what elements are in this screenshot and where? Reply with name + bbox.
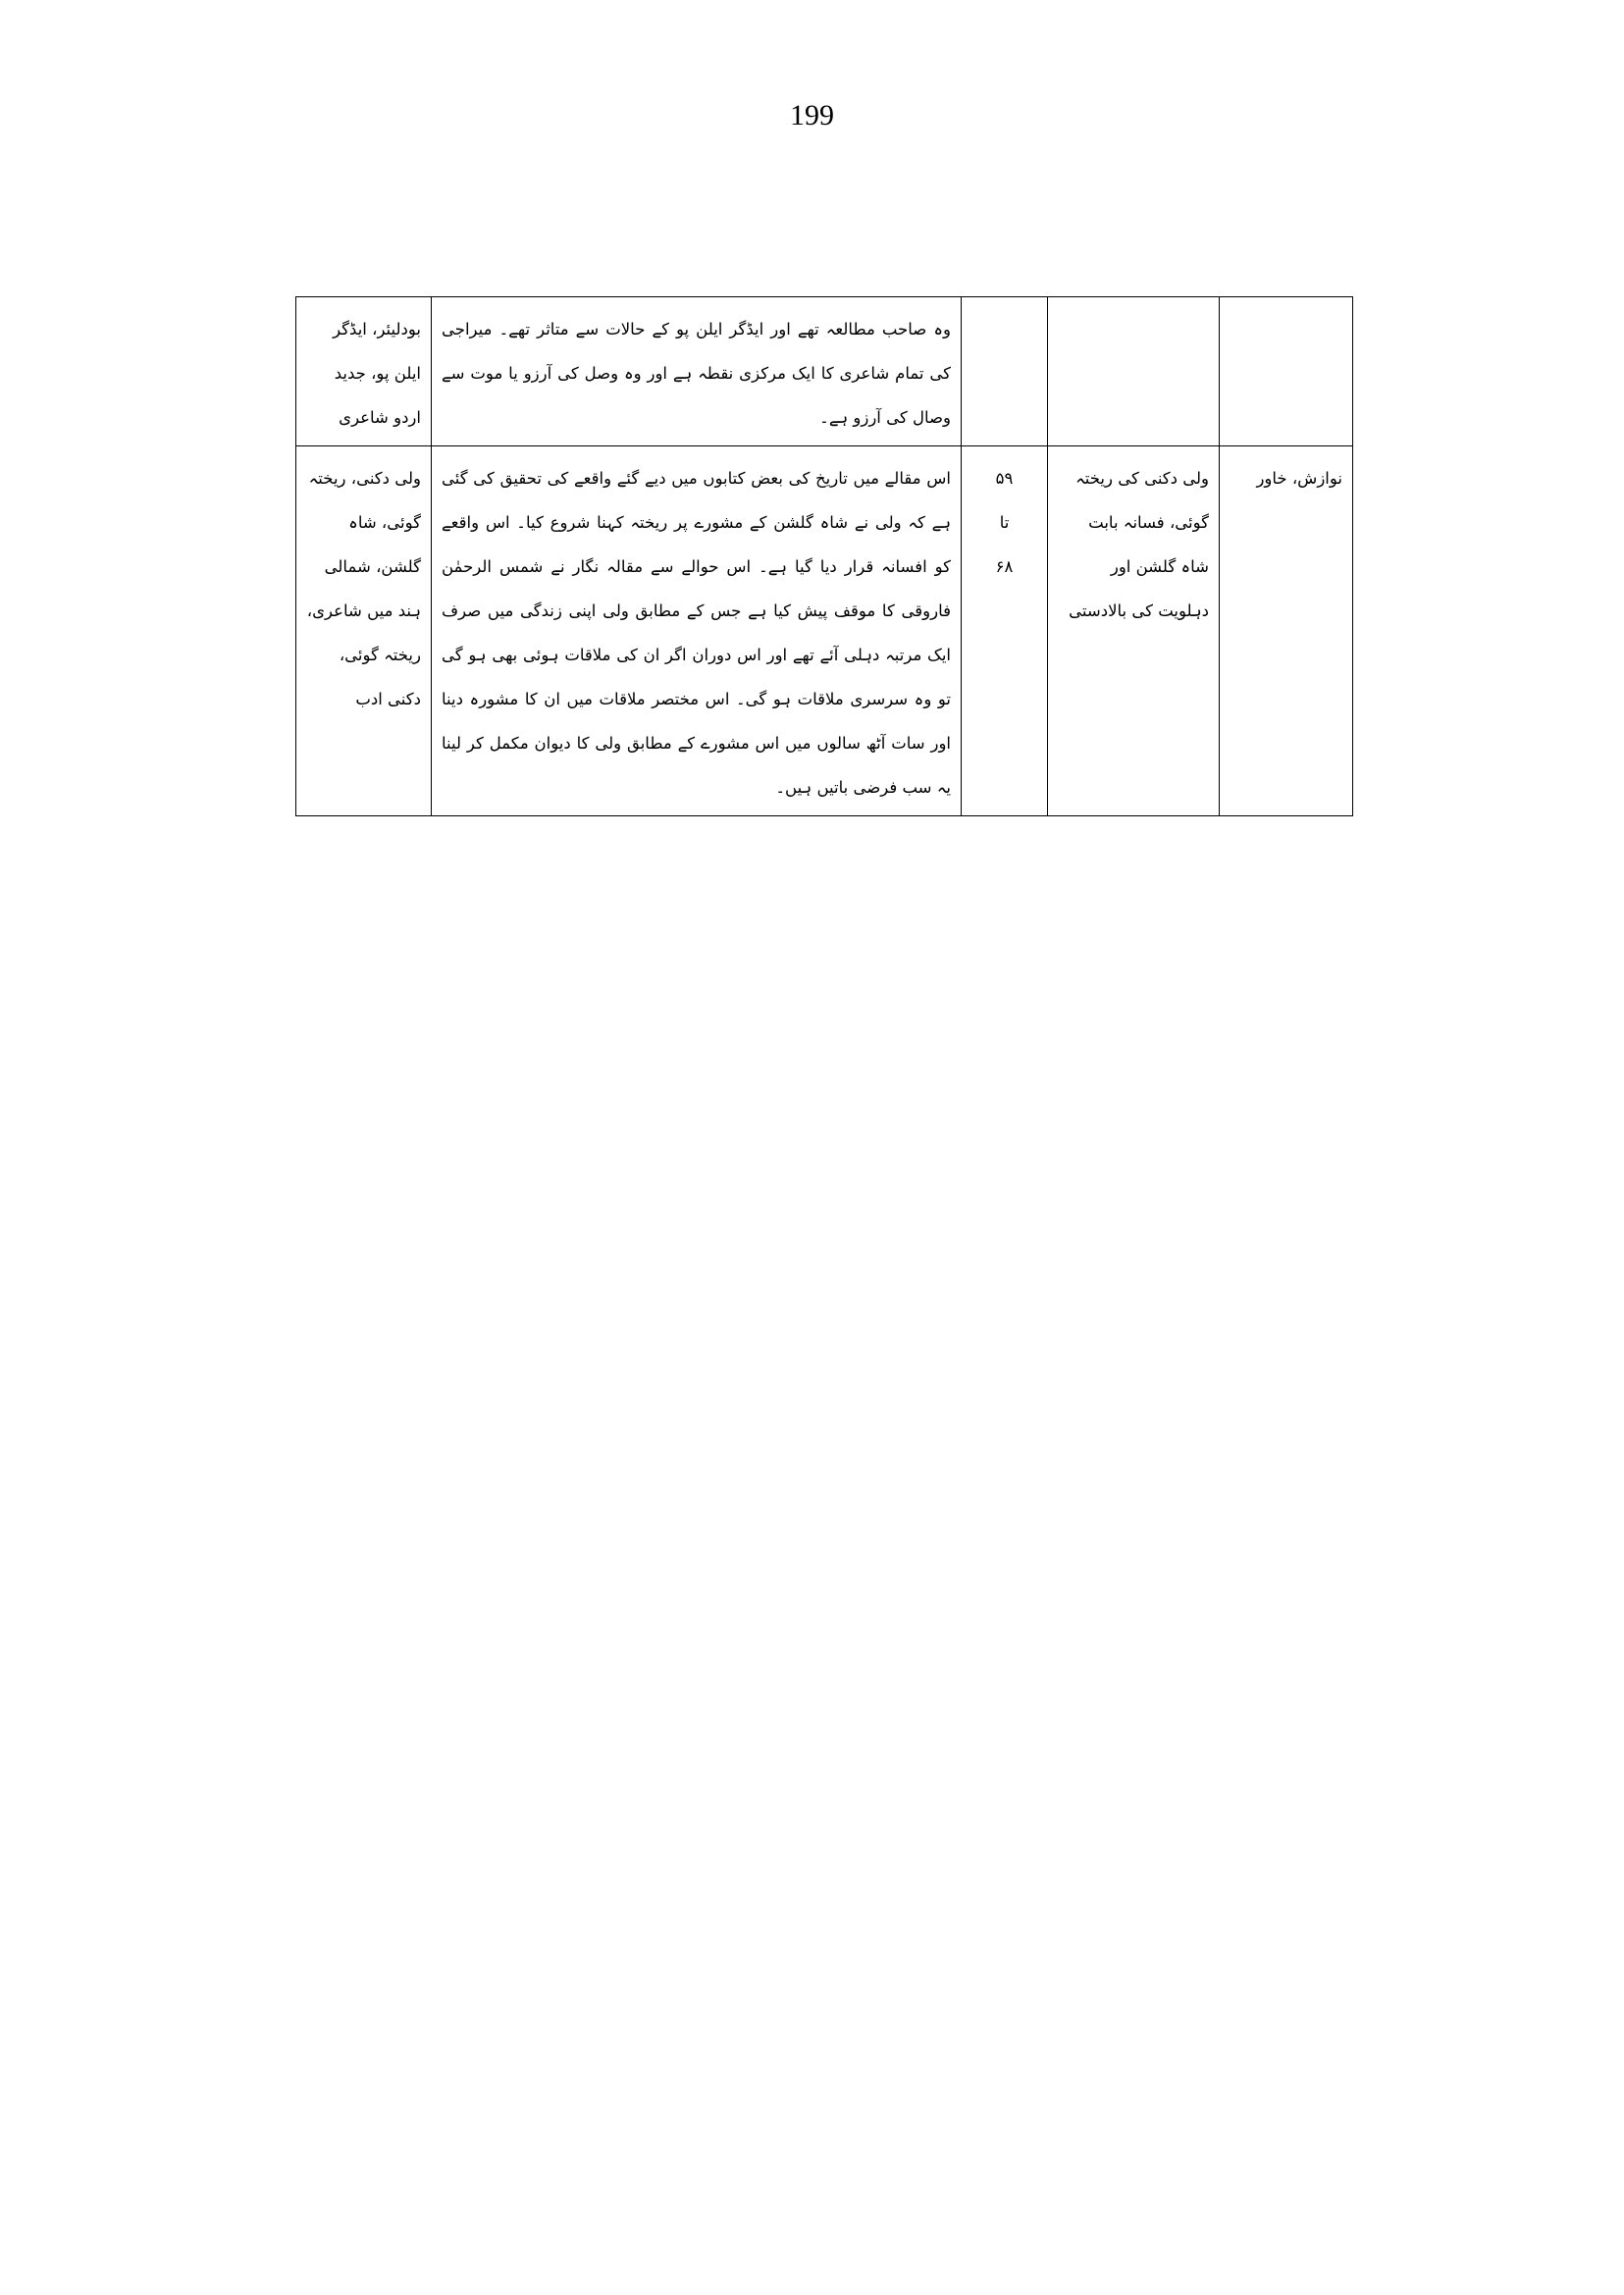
article-index-table	[295, 296, 1353, 816]
page-to: ۶۸	[995, 557, 1014, 576]
title-cell: ولی دکنی کی ریختہ گوئی، فسانہ بابت شاہ گلشن اور دہلویت کی بالادستی	[1048, 446, 1220, 816]
page-from: ۵۹	[995, 469, 1014, 488]
keywords-cell: بودلیئر، ایڈگر ایلن پو، جدید اردو شاعری	[296, 297, 432, 446]
table-row	[296, 446, 1353, 816]
title-cell	[1048, 297, 1220, 446]
summary-cell: وہ صاحب مطالعہ تھے اور ایڈگر ایلن پو کے حالات سے متاثر تھے۔ میراجی کی تمام شاعری کا ایک مرکزی نقطہ ہے اور وہ وصل کی آرزو یا موت سے وصال کی آرزو ہے۔	[432, 297, 962, 446]
pages-cell	[962, 297, 1048, 446]
table-row	[296, 297, 1353, 446]
pages-cell	[962, 446, 1048, 816]
keywords-cell: ولی دکنی، ریختہ گوئی، شاہ گلشن، شمالی ہند میں شاعری، ریختہ گوئی، دکنی ادب	[296, 446, 432, 816]
page-number: 199	[790, 99, 834, 131]
summary-cell: اس مقالے میں تاریخ کی بعض کتابوں میں دیے گئے واقعے کی تحقیق کی گئی ہے کہ ولی نے شاہ گلشن کے مشورے پر ریختہ کہنا شروع کیا۔ اس واقعے کو افسانہ قرار دیا گیا ہے۔ اس حوالے سے مقالہ نگار نے شمس الرحمٰن فاروقی کا موقف پیش کیا ہے جس کے مطابق ولی اپنی زندگی میں صرف ایک مرتبہ دہلی آئے تھے اور اس دوران اگر ان کی ملاقات ہوئی بھی ہو گی تو وہ سرسری ملاقات ہو گی۔ اس مختصر ملاقات میں ان کا مشورہ دینا اور سات آٹھ سالوں میں اس مشورے کے مطابق ولی کا دیوان مکمل کر لینا یہ سب فرضی باتیں ہیں۔	[432, 446, 962, 816]
page-separator: تا	[999, 513, 1010, 532]
author-cell	[1220, 297, 1353, 446]
author-cell: نوازش، خاور	[1220, 446, 1353, 816]
